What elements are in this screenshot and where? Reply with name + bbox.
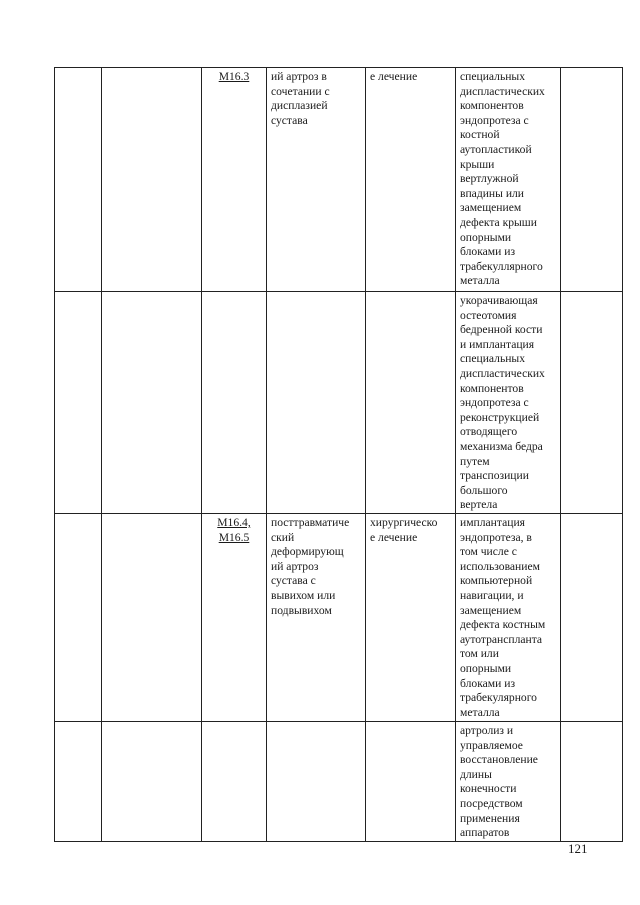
cell-text-line: сустава с (271, 574, 316, 588)
blank-cell-cost (561, 292, 623, 514)
cell-text-line: восстановление (460, 753, 538, 767)
cell-text-line: бедренной кости (460, 323, 543, 337)
cell-text-line: вывихом или (271, 588, 336, 602)
cell-text-line: вертела (460, 498, 498, 512)
cell-text-line: большого (460, 483, 508, 497)
icd-code-cell (202, 68, 267, 292)
table-row (55, 292, 623, 514)
blank-cell-profile (102, 722, 202, 842)
cell-text-line: длины (460, 767, 492, 781)
cell-text-line: механизма бедра (460, 439, 543, 453)
cell-text-line: компонентов (460, 99, 524, 113)
cell-text-line: том числе с (460, 545, 517, 559)
cell-text-line: и имплантация (460, 337, 535, 351)
blank-cell-profile (102, 514, 202, 722)
cell-text-line: опорными (460, 661, 512, 675)
diagnosis-cell (267, 292, 366, 514)
cell-text-line: костной (460, 128, 500, 142)
cell-text-line: M16.3 (218, 70, 250, 83)
cell-text-line: сустава (271, 113, 308, 127)
cell-text-line: деформирующ (271, 545, 344, 559)
method-cell (456, 292, 561, 514)
treatment-type-cell (366, 514, 456, 722)
cell-text-line: транспозиции (460, 469, 529, 483)
cell-text-line: дефекта крыши (460, 215, 537, 229)
cell-text-line: управляемое (460, 738, 523, 752)
cell-text-line: блоками из (460, 676, 516, 690)
cell-text-line: е лечение (370, 70, 418, 83)
method-cell (456, 722, 561, 842)
icd-code-cell (202, 292, 267, 514)
cell-text-line: M16.4, (217, 516, 251, 529)
cell-text-line: аутопластикой (460, 142, 532, 156)
treatment-type-cell (366, 68, 456, 292)
page-number: 121 (568, 841, 588, 856)
blank-cell-cost (561, 722, 623, 842)
cell-text-line: конечности (460, 782, 517, 796)
icd-code-cell (202, 514, 267, 722)
cell-text-line: хирургическо (370, 516, 438, 529)
cell-text-line: диспластических (460, 366, 545, 380)
cell-text-line: дефекта костным (460, 618, 546, 632)
cell-text-line: аутотрансплантa (460, 632, 542, 646)
cell-text-line: блоками из (460, 245, 516, 259)
cell-text-line: M16.5 (218, 530, 250, 544)
cell-text-line: замещением (460, 603, 522, 617)
table-row (55, 514, 623, 722)
cell-text-line: вертлужной (460, 172, 519, 186)
cell-text-line: металла (460, 705, 500, 719)
blank-cell-profile (102, 292, 202, 514)
cell-text-line: замещением (460, 201, 522, 215)
table-row (55, 68, 623, 292)
table-row (55, 722, 623, 842)
cell-text-line: металла (460, 274, 500, 288)
cell-text-line: впадины или (460, 186, 525, 200)
blank-cell-cost (561, 514, 623, 722)
cell-text-line: имплантация (460, 516, 525, 529)
cell-text-line: диспластических (460, 84, 545, 98)
cell-text-line: специальных (460, 70, 526, 83)
cell-text-line: эндопротеза с (460, 113, 529, 127)
cell-text-line: подвывихом (271, 603, 332, 617)
cell-text-line: посредством (460, 796, 523, 810)
cell-text-line: крыши (460, 157, 495, 171)
diagnosis-cell (267, 722, 366, 842)
cell-text-line: опорными (460, 230, 512, 244)
cell-text-line: реконструкцией (460, 410, 540, 424)
cell-text-line: ский (271, 530, 295, 544)
treatment-type-cell (366, 722, 456, 842)
cell-text-line: компьютерной (460, 574, 533, 588)
cell-text-line: артролиз и (460, 724, 514, 737)
cell-text-line: трабекулярного (460, 691, 537, 705)
diagnosis-cell (267, 68, 366, 292)
cell-text-line: навигации, и (460, 588, 524, 602)
blank-cell-number (55, 68, 102, 292)
cell-text-line: использованием (460, 559, 540, 573)
blank-cell-number (55, 514, 102, 722)
diagnosis-cell (267, 514, 366, 722)
cell-text-line: трабекуллярного (460, 259, 543, 273)
icd-code-cell (202, 722, 267, 842)
cell-text-line: путем (460, 454, 490, 468)
blank-cell-profile (102, 68, 202, 292)
blank-cell-cost (561, 68, 623, 292)
method-cell (456, 68, 561, 292)
blank-cell-number (55, 722, 102, 842)
cell-text-line: посттравматиче (271, 516, 350, 529)
cell-text-line: эндопротеза с (460, 396, 529, 410)
treatment-type-cell (366, 292, 456, 514)
cell-text-line: аппаратов (460, 826, 510, 840)
method-cell (456, 514, 561, 722)
table-body (55, 68, 623, 842)
cell-text-line: дисплазией (271, 99, 328, 113)
cell-text-line: остеотомия (460, 308, 517, 322)
cell-text-line: ий артроз (271, 559, 319, 573)
cell-text-line: отводящего (460, 425, 518, 439)
medical-procedures-table (54, 67, 623, 842)
cell-text-line: специальных (460, 352, 526, 366)
cell-text-line: применения (460, 811, 520, 825)
cell-text-line: компонентов (460, 381, 524, 395)
cell-text-line: эндопротеза, в (460, 530, 532, 544)
cell-text-line: сочетании с (271, 84, 330, 98)
cell-text-line: ий артроз в (271, 70, 327, 83)
cell-text-line: укорачивающая (460, 294, 538, 307)
cell-text-line: е лечение (370, 530, 418, 544)
cell-text-line: том или (460, 647, 499, 661)
blank-cell-number (55, 292, 102, 514)
